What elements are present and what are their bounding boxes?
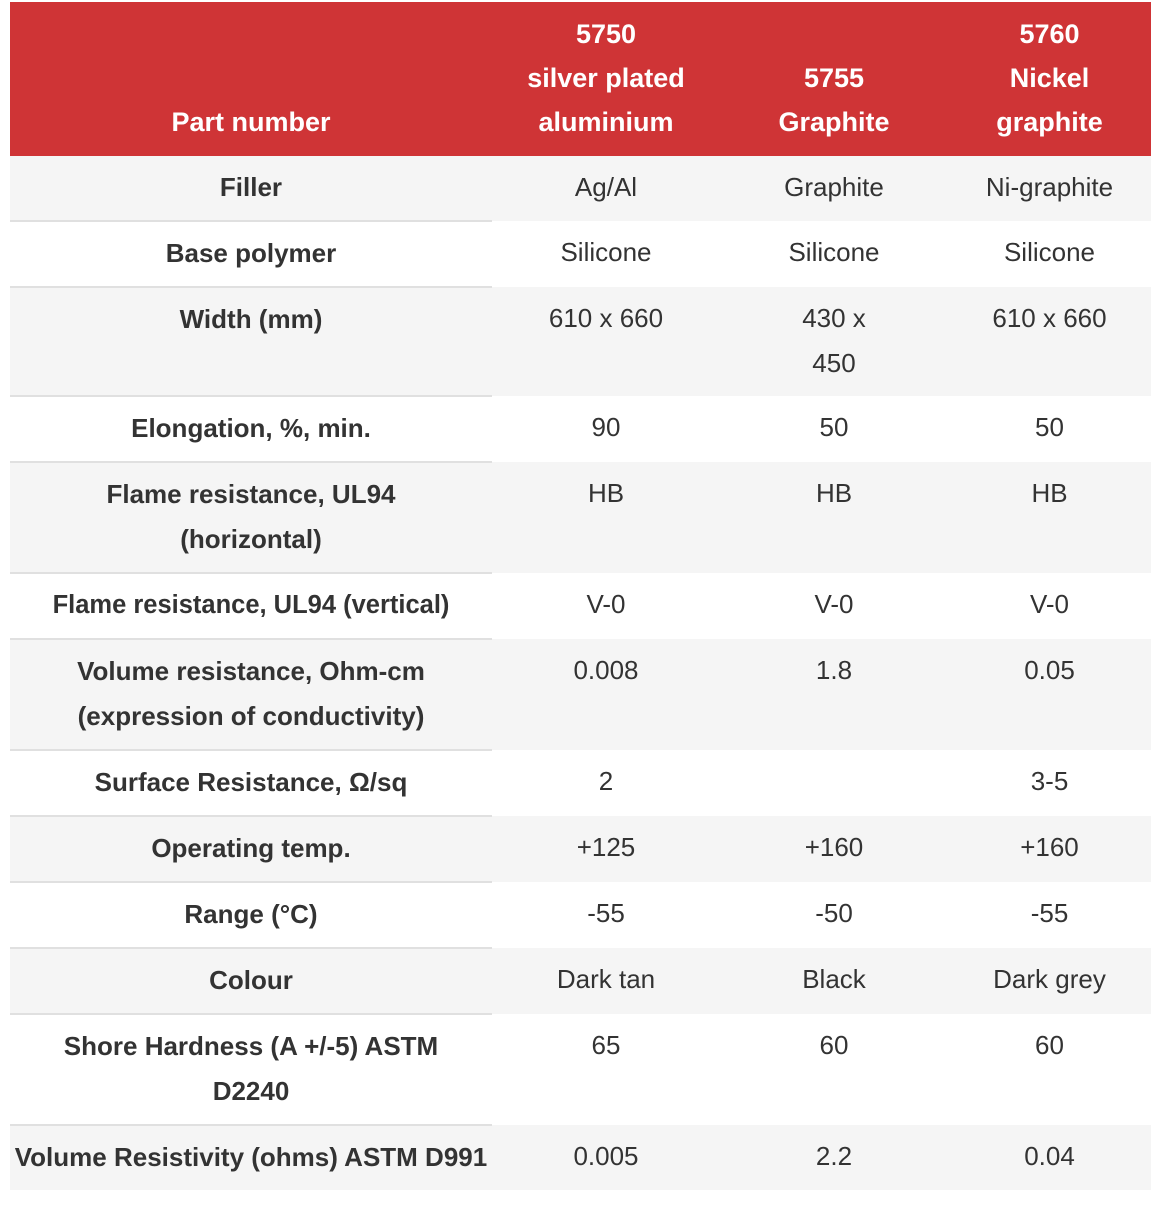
cell-5755: +160: [720, 816, 948, 882]
cell-5760: V-0: [948, 573, 1151, 639]
cell-5755: 50: [720, 396, 948, 462]
table-row: [10, 221, 1151, 287]
product-code: 5755: [803, 63, 865, 93]
row-label: Flame resistance, UL94 (horizontal): [10, 462, 492, 573]
cell-5760: HB: [948, 462, 1151, 573]
cell-5750: 610 x 660: [492, 287, 720, 396]
product-name-line1: Graphite: [778, 107, 890, 137]
product-code: 5750: [575, 19, 637, 49]
table-row: [10, 816, 1151, 882]
cell-5755: 2.2: [720, 1125, 948, 1190]
cell-5755: -50: [720, 882, 948, 948]
header-row: [10, 2, 1151, 156]
cell-5760: 0.04: [948, 1125, 1151, 1190]
row-label: Operating temp.: [10, 816, 492, 882]
spec-table-container: [10, 2, 1151, 1190]
cell-5755: [720, 750, 948, 816]
cell-5750: V-0: [492, 573, 720, 639]
row-label: Colour: [10, 948, 492, 1014]
cell-5750: Dark tan: [492, 948, 720, 1014]
table-header: [10, 2, 1151, 156]
row-label: Range (°C): [10, 882, 492, 948]
cell-5755: Graphite: [720, 156, 948, 221]
product-name-line2: aluminium: [538, 107, 674, 137]
header-product-5755: [720, 2, 948, 156]
row-label: Volume Resistivity (ohms) ASTM D991: [10, 1125, 492, 1190]
cell-5755: 1.8: [720, 639, 948, 750]
row-label: Surface Resistance, Ω/sq: [10, 750, 492, 816]
cell-5755: Black: [720, 948, 948, 1014]
row-label: Shore Hardness (A +/-5) ASTM D2240: [10, 1014, 492, 1125]
cell-5750: HB: [492, 462, 720, 573]
row-label: Width (mm): [10, 287, 492, 396]
table-row: [10, 1014, 1151, 1125]
header-product-5760: [948, 2, 1151, 156]
cell-5760: -55: [948, 882, 1151, 948]
cell-5760: Dark grey: [948, 948, 1151, 1014]
table-row: [10, 750, 1151, 816]
table-row: [10, 462, 1151, 573]
cell-5755: Silicone: [720, 221, 948, 287]
product-code: 5760: [1019, 19, 1080, 49]
row-label: Elongation, %, min.: [10, 396, 492, 462]
table-row: [10, 1125, 1151, 1190]
spec-table: [10, 2, 1151, 1190]
cell-5760: Ni-graphite: [948, 156, 1151, 221]
cell-5760: 3-5: [948, 750, 1151, 816]
cell-5760: 50: [948, 396, 1151, 462]
table-row: [10, 396, 1151, 462]
row-label: Filler: [10, 156, 492, 221]
table-row: [10, 882, 1151, 948]
product-name-line2: graphite: [996, 107, 1103, 137]
product-name-line1: silver plated: [527, 63, 685, 93]
cell-5760: Silicone: [948, 221, 1151, 287]
row-label: Flame resistance, UL94 (vertical): [10, 573, 492, 639]
cell-5760: +160: [948, 816, 1151, 882]
cell-5755: 60: [720, 1014, 948, 1125]
cell-5750: 2: [492, 750, 720, 816]
cell-5760: 0.05: [948, 639, 1151, 750]
cell-5750: 65: [492, 1014, 720, 1125]
cell-5755: HB: [720, 462, 948, 573]
table-row: [10, 156, 1151, 221]
table-row: [10, 573, 1151, 639]
cell-5750: Silicone: [492, 221, 720, 287]
cell-5750: 0.005: [492, 1125, 720, 1190]
cell-5760: 610 x 660: [948, 287, 1151, 396]
cell-5750: 0.008: [492, 639, 720, 750]
cell-5750: 90: [492, 396, 720, 462]
row-label: Base polymer: [10, 221, 492, 287]
table-row: [10, 639, 1151, 750]
cell-5750: +125: [492, 816, 720, 882]
cell-5750: -55: [492, 882, 720, 948]
row-label: Volume resistance, Ohm-cm (expression of conductivity): [10, 639, 492, 750]
cell-5760: 60: [948, 1014, 1151, 1125]
cell-5755: V-0: [720, 573, 948, 639]
table-body: [10, 156, 1151, 1190]
cell-5755: 430 x 450: [720, 287, 948, 396]
header-product-5750: [492, 2, 720, 156]
product-name-line1: Nickel: [1009, 63, 1090, 93]
header-part-number: Part number: [10, 2, 492, 156]
table-row: [10, 287, 1151, 396]
table-row: [10, 948, 1151, 1014]
cell-5750: Ag/Al: [492, 156, 720, 221]
